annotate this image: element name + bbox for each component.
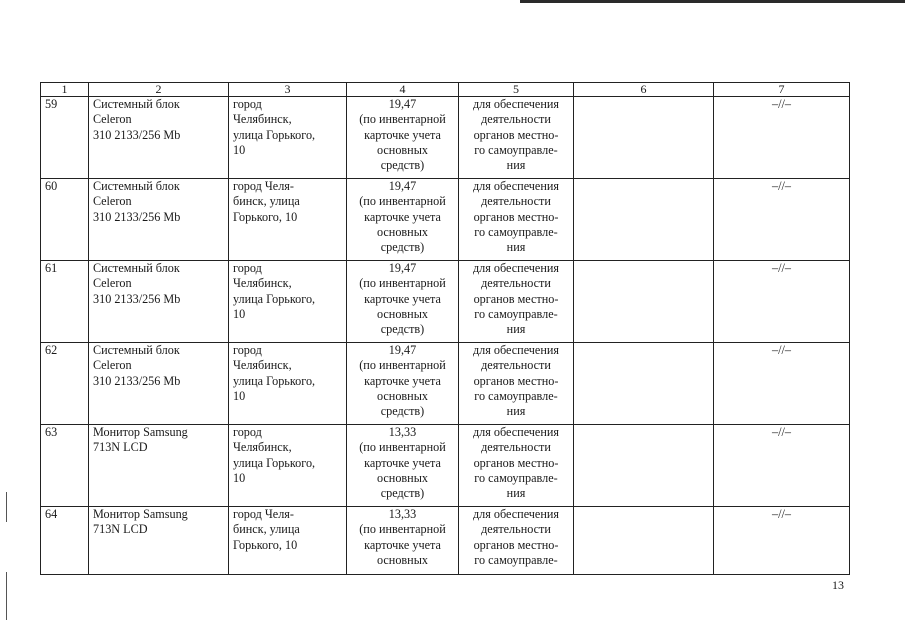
address-cell-line: бинск, улица bbox=[233, 194, 300, 209]
address-cell bbox=[229, 179, 347, 261]
address-cell-line: бинск, улица bbox=[233, 522, 300, 537]
item-name-cell-line: 713N LCD bbox=[93, 522, 148, 537]
header-cell: 1 bbox=[41, 83, 89, 97]
value-cell bbox=[347, 343, 459, 425]
column-6-cell bbox=[574, 507, 714, 575]
address-cell-line: город bbox=[233, 261, 262, 275]
value-cell bbox=[347, 97, 459, 179]
scan-edge-line bbox=[520, 0, 905, 3]
column-7-cell: –//– bbox=[714, 179, 850, 261]
purpose-cell-line: для обеспечения bbox=[472, 425, 559, 439]
table-row bbox=[41, 261, 850, 343]
address-cell-line: Челябинск, bbox=[233, 276, 292, 291]
value-cell-line: 13,33 bbox=[388, 425, 417, 439]
item-name-cell-line: Celeron bbox=[93, 112, 132, 127]
item-name-cell bbox=[89, 343, 229, 425]
address-cell-line: Челябинск, bbox=[233, 112, 292, 127]
purpose-cell-line: го самоуправле- bbox=[474, 142, 558, 157]
value-cell-line: средств) bbox=[380, 404, 425, 419]
row-number-cell: 61 bbox=[41, 261, 89, 343]
scan-margin-mark bbox=[6, 572, 7, 620]
column-6-cell bbox=[574, 343, 714, 425]
header-cell: 2 bbox=[89, 83, 229, 97]
header-cell: 6 bbox=[574, 83, 714, 97]
address-cell-line: город bbox=[233, 97, 262, 111]
purpose-cell-line: для обеспечения bbox=[472, 179, 559, 193]
address-cell-line: 10 bbox=[233, 306, 246, 321]
address-cell-line: 10 bbox=[233, 470, 246, 485]
item-name-cell-line: Системный блок bbox=[93, 179, 180, 193]
row-number-cell: 63 bbox=[41, 425, 89, 507]
purpose-cell bbox=[459, 261, 574, 343]
address-cell bbox=[229, 343, 347, 425]
value-cell bbox=[347, 261, 459, 343]
value-cell-line: 19,47 bbox=[388, 261, 417, 275]
column-7-cell: –//– bbox=[714, 97, 850, 179]
purpose-cell-line: органов местно- bbox=[473, 373, 559, 388]
purpose-cell-line: деятельности bbox=[481, 358, 551, 373]
purpose-cell-line: ния bbox=[506, 240, 526, 255]
item-name-cell bbox=[89, 507, 229, 575]
item-name-cell-line: Celeron bbox=[93, 276, 132, 291]
column-6-cell bbox=[574, 179, 714, 261]
table-row bbox=[41, 343, 850, 425]
value-cell-line: 13,33 bbox=[388, 507, 417, 521]
column-6-cell bbox=[574, 425, 714, 507]
purpose-cell-line: деятельности bbox=[481, 522, 551, 537]
page-number: 13 bbox=[832, 578, 844, 592]
item-name-cell-line: Системный блок bbox=[93, 343, 180, 357]
purpose-cell-line: органов местно- bbox=[473, 127, 559, 142]
address-cell-line: улица Горького, bbox=[233, 127, 316, 142]
value-cell-line: (по инвентарной bbox=[359, 112, 446, 127]
value-cell-line: средств) bbox=[380, 158, 425, 173]
address-cell-line: город Челя- bbox=[233, 507, 294, 521]
address-cell bbox=[229, 97, 347, 179]
address-cell-line: город Челя- bbox=[233, 179, 294, 193]
column-7-cell: –//– bbox=[714, 261, 850, 343]
purpose-cell-line: для обеспечения bbox=[472, 343, 559, 357]
table-row bbox=[41, 97, 850, 179]
purpose-cell-line: го самоуправле- bbox=[474, 388, 558, 403]
address-cell-line: улица Горького, bbox=[233, 291, 316, 306]
address-cell-line: Горького, 10 bbox=[233, 537, 298, 552]
column-7-cell: –//– bbox=[714, 425, 850, 507]
purpose-cell-line: деятельности bbox=[481, 276, 551, 291]
row-number-cell: 60 bbox=[41, 179, 89, 261]
purpose-cell-line: го самоуправле- bbox=[474, 224, 558, 239]
purpose-cell-line: деятельности bbox=[481, 112, 551, 127]
item-name-cell-line: Системный блок bbox=[93, 261, 180, 275]
purpose-cell-line: органов местно- bbox=[473, 291, 559, 306]
value-cell-line: (по инвентарной bbox=[359, 440, 446, 455]
value-cell-line: карточке учета bbox=[364, 373, 441, 388]
row-number-cell: 59 bbox=[41, 97, 89, 179]
row-number-cell: 64 bbox=[41, 507, 89, 575]
address-cell-line: 10 bbox=[233, 388, 246, 403]
value-cell-line: 19,47 bbox=[388, 179, 417, 193]
inventory-table bbox=[40, 82, 850, 575]
address-cell-line: улица Горького, bbox=[233, 373, 316, 388]
value-cell-line: средств) bbox=[380, 486, 425, 501]
table-header-row bbox=[41, 83, 850, 97]
purpose-cell bbox=[459, 179, 574, 261]
value-cell-line: карточке учета bbox=[364, 455, 441, 470]
address-cell-line: Челябинск, bbox=[233, 440, 292, 455]
purpose-cell-line: для обеспечения bbox=[472, 507, 559, 521]
value-cell-line: (по инвентарной bbox=[359, 522, 446, 537]
value-cell-line: 19,47 bbox=[388, 343, 417, 357]
address-cell-line: город bbox=[233, 343, 262, 357]
item-name-cell-line: 310 2133/256 Mb bbox=[93, 291, 181, 306]
table-row bbox=[41, 425, 850, 507]
value-cell-line: (по инвентарной bbox=[359, 358, 446, 373]
purpose-cell-line: ния bbox=[506, 322, 526, 337]
item-name-cell-line: Монитор Samsung bbox=[93, 507, 188, 521]
column-7-cell: –//– bbox=[714, 343, 850, 425]
value-cell-line: 19,47 bbox=[388, 97, 417, 111]
value-cell-line: (по инвентарной bbox=[359, 194, 446, 209]
item-name-cell bbox=[89, 179, 229, 261]
item-name-cell bbox=[89, 97, 229, 179]
value-cell-line: карточке учета bbox=[364, 291, 441, 306]
item-name-cell bbox=[89, 425, 229, 507]
purpose-cell-line: для обеспечения bbox=[472, 261, 559, 275]
value-cell-line: карточке учета bbox=[364, 537, 441, 552]
value-cell-line: карточке учета bbox=[364, 127, 441, 142]
purpose-cell-line: органов местно- bbox=[473, 209, 559, 224]
value-cell-line: основных bbox=[377, 142, 428, 157]
value-cell bbox=[347, 179, 459, 261]
address-cell bbox=[229, 507, 347, 575]
item-name-cell-line: 310 2133/256 Mb bbox=[93, 127, 181, 142]
value-cell-line: (по инвентарной bbox=[359, 276, 446, 291]
address-cell-line: Челябинск, bbox=[233, 358, 292, 373]
item-name-cell-line: Системный блок bbox=[93, 97, 180, 111]
value-cell-line: основных bbox=[377, 552, 428, 567]
header-cell: 7 bbox=[714, 83, 850, 97]
value-cell bbox=[347, 425, 459, 507]
purpose-cell-line: органов местно- bbox=[473, 537, 559, 552]
value-cell-line: основных bbox=[377, 224, 428, 239]
address-cell-line: 10 bbox=[233, 142, 246, 157]
purpose-cell-line: ния bbox=[506, 404, 526, 419]
item-name-cell-line: Celeron bbox=[93, 358, 132, 373]
value-cell-line: средств) bbox=[380, 322, 425, 337]
value-cell-line: карточке учета bbox=[364, 209, 441, 224]
purpose-cell-line: го самоуправле- bbox=[474, 470, 558, 485]
address-cell-line: Горького, 10 bbox=[233, 209, 298, 224]
purpose-cell-line: органов местно- bbox=[473, 455, 559, 470]
address-cell bbox=[229, 261, 347, 343]
header-cell: 3 bbox=[229, 83, 347, 97]
value-cell-line: основных bbox=[377, 388, 428, 403]
table-row bbox=[41, 507, 850, 575]
purpose-cell bbox=[459, 507, 574, 575]
purpose-cell bbox=[459, 343, 574, 425]
address-cell-line: город bbox=[233, 425, 262, 439]
scan-margin-mark bbox=[6, 492, 7, 522]
header-cell: 5 bbox=[459, 83, 574, 97]
item-name-cell-line: 713N LCD bbox=[93, 440, 148, 455]
purpose-cell-line: ния bbox=[506, 158, 526, 173]
purpose-cell-line: ния bbox=[506, 486, 526, 501]
column-6-cell bbox=[574, 97, 714, 179]
column-7-cell: –//– bbox=[714, 507, 850, 575]
purpose-cell-line: го самоуправле- bbox=[474, 552, 558, 567]
item-name-cell-line: 310 2133/256 Mb bbox=[93, 373, 181, 388]
value-cell-line: основных bbox=[377, 470, 428, 485]
purpose-cell-line: деятельности bbox=[481, 194, 551, 209]
purpose-cell-line: деятельности bbox=[481, 440, 551, 455]
row-number-cell: 62 bbox=[41, 343, 89, 425]
address-cell-line: улица Горького, bbox=[233, 455, 316, 470]
item-name-cell bbox=[89, 261, 229, 343]
purpose-cell-line: для обеспечения bbox=[472, 97, 559, 111]
header-cell: 4 bbox=[347, 83, 459, 97]
item-name-cell-line: 310 2133/256 Mb bbox=[93, 209, 181, 224]
purpose-cell-line: го самоуправле- bbox=[474, 306, 558, 321]
item-name-cell-line: Монитор Samsung bbox=[93, 425, 188, 439]
address-cell bbox=[229, 425, 347, 507]
item-name-cell-line: Celeron bbox=[93, 194, 132, 209]
column-6-cell bbox=[574, 261, 714, 343]
purpose-cell bbox=[459, 425, 574, 507]
table-row bbox=[41, 179, 850, 261]
value-cell bbox=[347, 507, 459, 575]
value-cell-line: основных bbox=[377, 306, 428, 321]
purpose-cell bbox=[459, 97, 574, 179]
value-cell-line: средств) bbox=[380, 240, 425, 255]
